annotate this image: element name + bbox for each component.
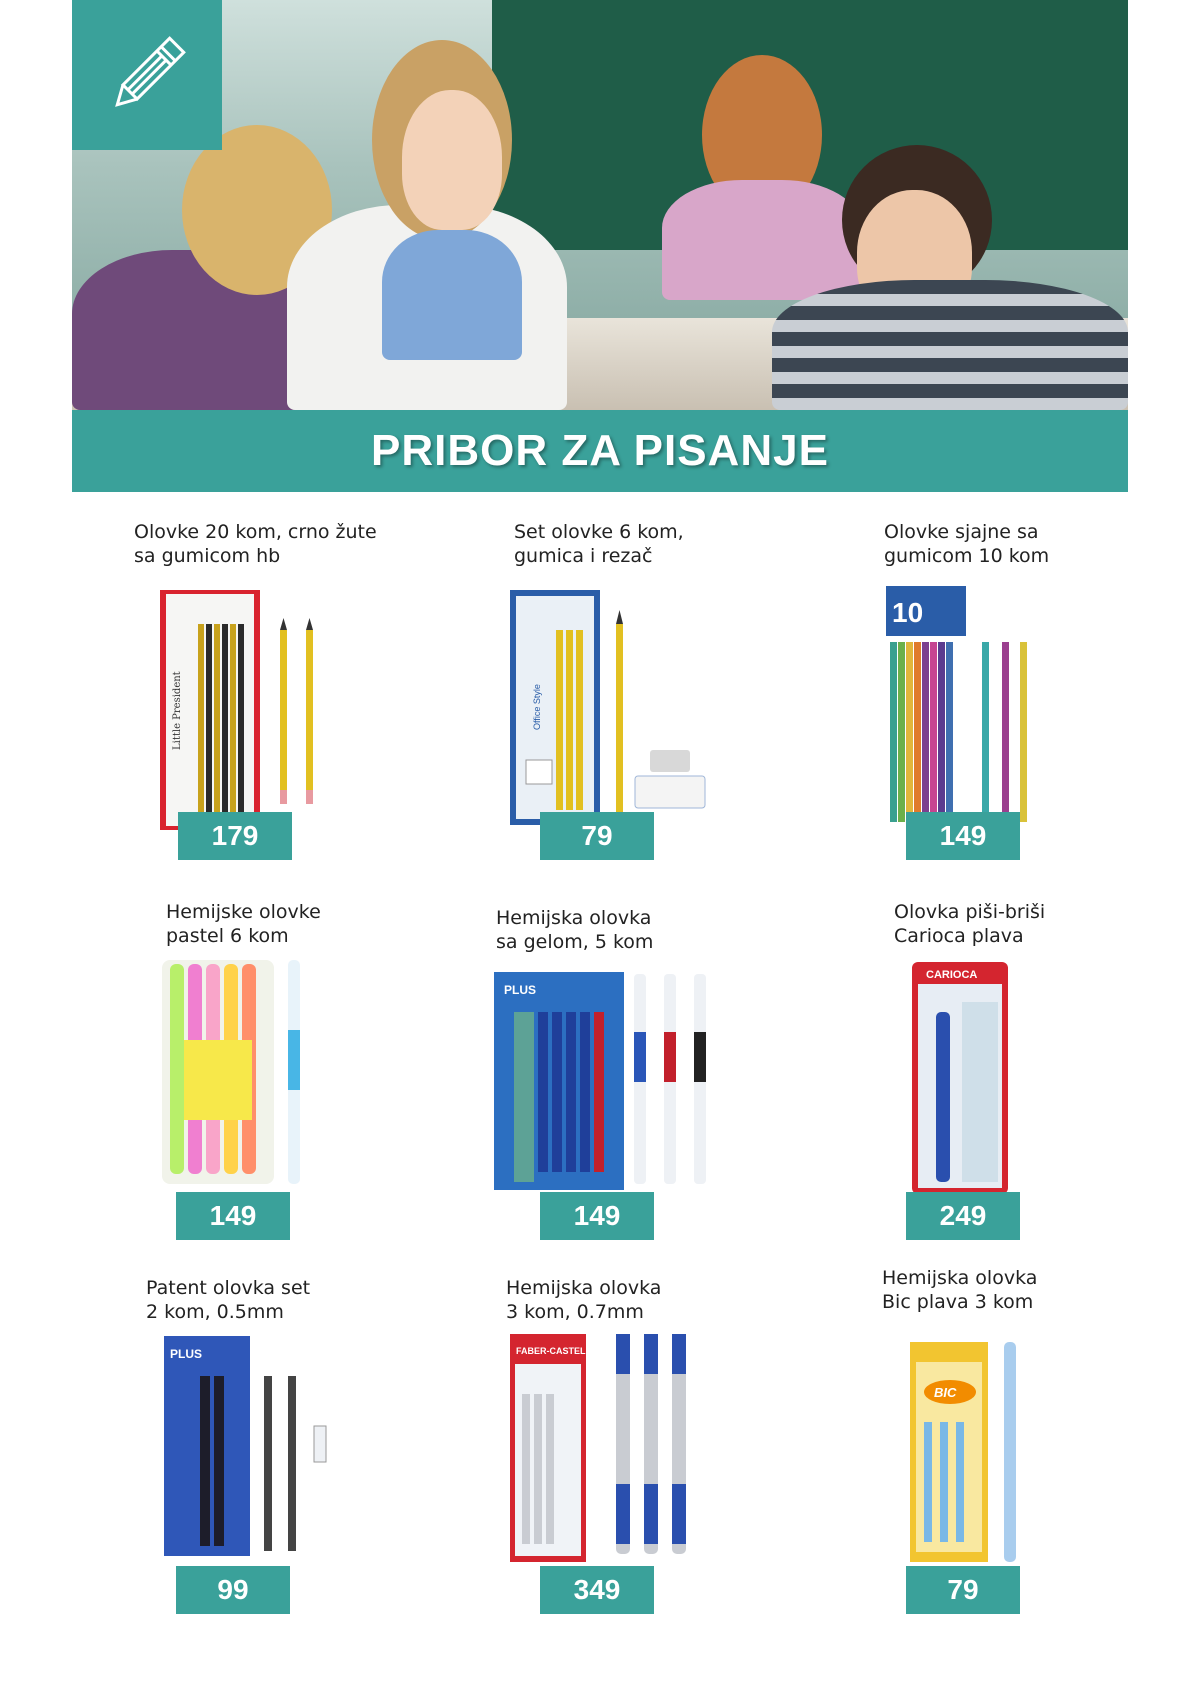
pastel-pens-image <box>162 960 322 1184</box>
pack-brand: FABER-CASTELL <box>516 1346 591 1356</box>
product-name: Hemijska olovka sa gelom, 5 kom <box>496 907 654 953</box>
product-name: Hemijska olovka Bic plava 3 kom <box>882 1267 1038 1313</box>
price-tag: 249 <box>906 1192 1020 1240</box>
product-card[interactable] <box>90 900 420 1270</box>
product-card[interactable] <box>90 1276 420 1646</box>
product-name: Set olovke 6 kom, gumica i rezač <box>514 521 684 567</box>
section-banner <box>72 410 1128 492</box>
product-card[interactable] <box>820 520 1150 890</box>
pack-brand: PLUS <box>170 1347 203 1361</box>
product-name: Olovka piši-briši Carioca plava <box>894 901 1046 947</box>
price-tag: 349 <box>540 1566 654 1614</box>
product-name: Hemijske olovke pastel 6 kom <box>166 901 321 947</box>
product-name: Olovke sjajne sa gumicom 10 kom <box>884 521 1050 567</box>
pack-brand: CARIOCA <box>926 969 978 981</box>
product-card[interactable] <box>450 1276 780 1646</box>
price-tag: 79 <box>540 812 654 860</box>
pack-brand: PLUS <box>504 983 537 997</box>
pencil-set-image <box>510 590 720 830</box>
pack-count: 10 <box>892 597 924 628</box>
hero-photo <box>72 0 1128 410</box>
pack-brand: Little President <box>172 671 183 750</box>
child-figure <box>402 90 502 230</box>
price-tag: 99 <box>176 1566 290 1614</box>
product-card[interactable] <box>450 520 780 890</box>
child-figure <box>772 280 1128 410</box>
erasable-pen-image <box>912 962 1008 1194</box>
pack-brand: BIC <box>934 1385 957 1400</box>
mechanical-pencil-image <box>164 1336 334 1556</box>
product-name: Patent olovka set 2 kom, 0.5mm <box>146 1277 311 1323</box>
child-figure <box>662 180 862 300</box>
product-card[interactable] <box>90 520 420 890</box>
price-tag: 149 <box>176 1192 290 1240</box>
section-title: PRIBOR ZA PISANJE <box>371 426 829 475</box>
product-card[interactable] <box>820 1267 1150 1646</box>
product-card[interactable] <box>450 900 780 1270</box>
colored-pencils-image <box>886 586 1036 826</box>
price-tag: 149 <box>906 812 1020 860</box>
pack-brand: Office Style <box>532 684 542 730</box>
price-tag: 79 <box>906 1566 1020 1614</box>
header-icon-box <box>72 0 222 150</box>
product-card[interactable] <box>820 900 1150 1270</box>
child-figure <box>382 230 522 360</box>
pencil-pack-image <box>160 590 360 830</box>
ballpoint-pens-image <box>510 1334 700 1562</box>
price-tag: 149 <box>540 1192 654 1240</box>
product-name: Olovke 20 kom, crno žute sa gumicom hb <box>134 521 377 567</box>
bic-pens-image <box>910 1342 1030 1562</box>
pencil-icon <box>99 27 195 123</box>
gel-pens-image <box>494 972 724 1192</box>
price-tag: 179 <box>178 812 292 860</box>
product-name: Hemijska olovka 3 kom, 0.7mm <box>506 1277 662 1323</box>
